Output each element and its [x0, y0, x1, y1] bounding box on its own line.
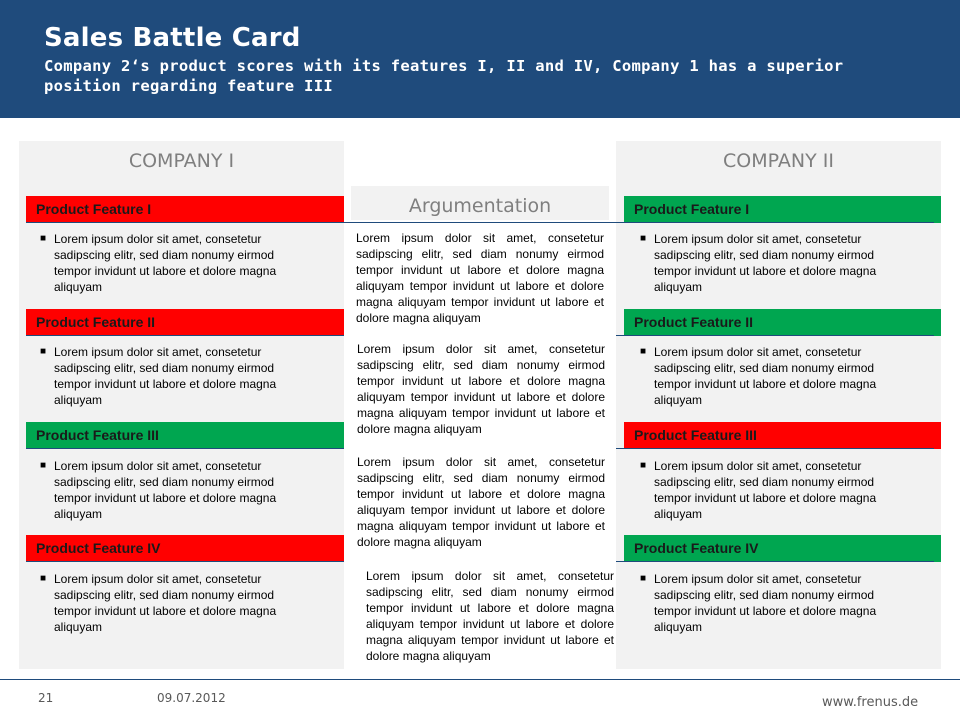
argumentation-divider — [344, 222, 616, 223]
page-subtitle: Company 2‘s product scores with its features I, II and IV, Company 1 has a superior position regarding feature III — [44, 57, 844, 95]
feature-divider — [26, 561, 344, 562]
company-1-feature-3: Product Feature III — [26, 422, 344, 449]
page-title: Sales Battle Card — [44, 23, 301, 53]
feature-divider — [26, 335, 344, 336]
company-2-feature-3: Product Feature III — [624, 422, 941, 449]
company-1-feature-4-bullet — [36, 571, 306, 635]
bullet-icon: ■ — [640, 233, 647, 244]
bullet-icon: ■ — [40, 573, 47, 584]
bullet-icon: ■ — [40, 460, 47, 471]
company-2-feature-2: Product Feature II — [624, 309, 941, 336]
argumentation-text-4: Lorem ipsum dolor sit amet, consetetur sadipscing elitr, sed diam nonumy eirmod tempor invidunt ut labore et dolore magna aliquyam tempor invidunt ut labore et dolore magna aliquyam tempor invidunt ut labore et dolore magna aliquyam — [366, 569, 614, 663]
bullet-icon: ■ — [640, 460, 647, 471]
company-2-feature-4: Product Feature IV — [624, 535, 941, 562]
footer-date: 09.07.2012 — [157, 691, 226, 705]
argumentation-title: Argumentation — [351, 186, 609, 220]
argumentation-text-2: Lorem ipsum dolor sit amet, consetetur sadipscing elitr, sed diam nonumy eirmod tempor invidunt ut labore et dolore magna aliquyam tempor invidunt ut labore et dolore magna aliquyam tempor invidunt ut labore et dolore magna aliquyam — [357, 342, 605, 436]
company-2-feature-2-bullet — [636, 344, 906, 408]
bullet-text: Lorem ipsum dolor sit amet, consetetur sadipscing elitr, sed diam nonumy eirmod tempor invidunt ut labore et dolore magna aliquyam — [654, 232, 877, 294]
header-bar — [0, 0, 960, 118]
bullet-text: Lorem ipsum dolor sit amet, consetetur sadipscing elitr, sed diam nonumy eirmod tempor invidunt ut labore et dolore magna aliquyam — [54, 459, 277, 521]
bullet-text: Lorem ipsum dolor sit amet, consetetur sadipscing elitr, sed diam nonumy eirmod tempor invidunt ut labore et dolore magna aliquyam — [54, 572, 277, 634]
argumentation-text-1: Lorem ipsum dolor sit amet, consetetur sadipscing elitr, sed diam nonumy eirmod tempor invidunt ut labore et dolore magna aliquyam tempor invidunt ut labore et dolore magna aliquyam tempor invidunt ut labore et dolore magna aliquyam — [356, 231, 604, 325]
company-2-feature-4-bullet — [636, 571, 906, 635]
company-1-feature-1-bullet — [36, 231, 306, 295]
bullet-icon: ■ — [40, 346, 47, 357]
company-2-title: COMPANY II — [723, 150, 834, 172]
bullet-icon: ■ — [640, 573, 647, 584]
company-2-feature-1: Product Feature I — [624, 196, 941, 223]
company-1-feature-4: Product Feature IV — [26, 535, 344, 562]
company-1-feature-1: Product Feature I — [26, 196, 344, 223]
bullet-text: Lorem ipsum dolor sit amet, consetetur sadipscing elitr, sed diam nonumy eirmod tempor invidunt ut labore et dolore magna aliquyam — [654, 572, 877, 634]
argumentation-text-3: Lorem ipsum dolor sit amet, consetetur sadipscing elitr, sed diam nonumy eirmod tempor invidunt ut labore et dolore magna aliquyam tempor invidunt ut labore et dolore magna aliquyam tempor invidunt ut labore et dolore magna aliquyam — [357, 455, 605, 549]
company-2-feature-1-bullet — [636, 231, 906, 295]
bullet-text: Lorem ipsum dolor sit amet, consetetur sadipscing elitr, sed diam nonumy eirmod tempor invidunt ut labore et dolore magna aliquyam — [654, 345, 877, 407]
bullet-icon: ■ — [40, 233, 47, 244]
company-1-feature-3-bullet — [36, 458, 306, 522]
footer-website[interactable]: www.frenus.de — [822, 695, 919, 710]
bullet-text: Lorem ipsum dolor sit amet, consetetur sadipscing elitr, sed diam nonumy eirmod tempor invidunt ut labore et dolore magna aliquyam — [54, 345, 277, 407]
feature-divider — [616, 448, 934, 449]
bullet-icon: ■ — [640, 346, 647, 357]
bullet-text: Lorem ipsum dolor sit amet, consetetur sadipscing elitr, sed diam nonumy eirmod tempor invidunt ut labore et dolore magna aliquyam — [654, 459, 877, 521]
bullet-text: Lorem ipsum dolor sit amet, consetetur sadipscing elitr, sed diam nonumy eirmod tempor invidunt ut labore et dolore magna aliquyam — [54, 232, 277, 294]
company-1-title: COMPANY I — [128, 150, 235, 172]
feature-divider — [616, 335, 934, 336]
feature-divider — [26, 448, 344, 449]
company-2-feature-3-bullet — [636, 458, 906, 522]
company-1-feature-2: Product Feature II — [26, 309, 344, 336]
footer-divider — [0, 679, 960, 680]
company-1-feature-2-bullet — [36, 344, 306, 408]
feature-divider — [26, 222, 344, 223]
page-number: 21 — [38, 691, 54, 705]
feature-divider — [616, 222, 934, 223]
feature-divider — [616, 561, 934, 562]
